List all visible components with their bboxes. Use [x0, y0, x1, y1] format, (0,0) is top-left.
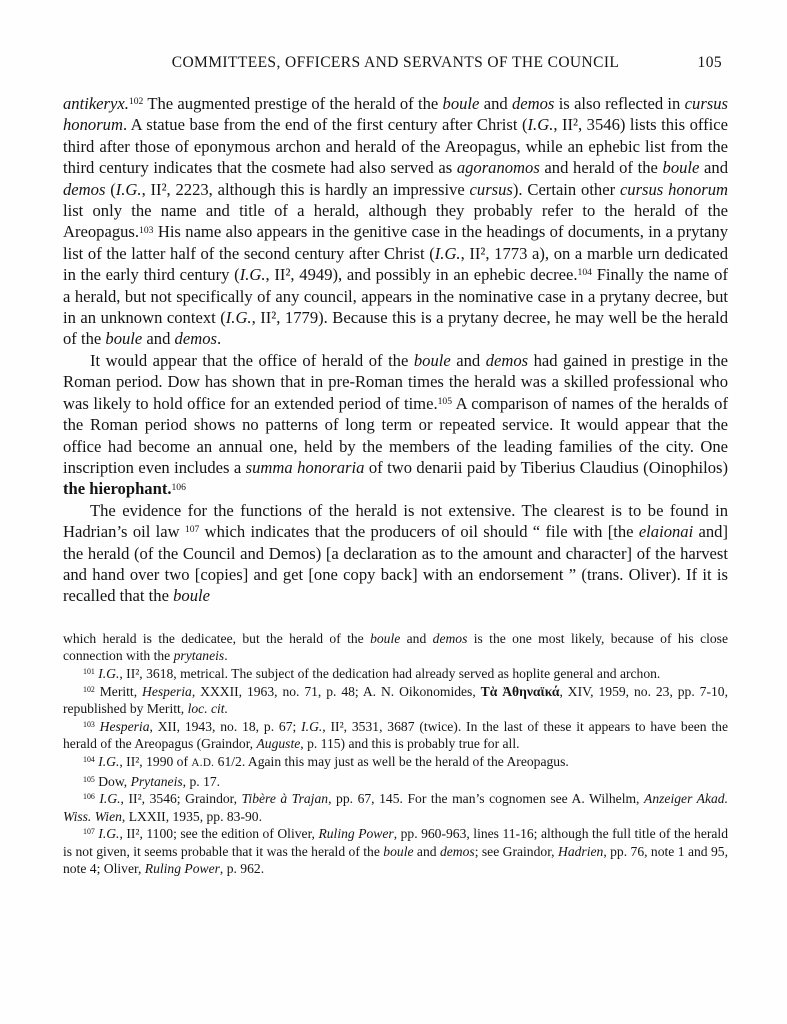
text-run: The evidence for the functions of the herald is not extensive. The clearest is to be found in Hadrian’s oil law — [63, 500, 728, 542]
text-run: Anzeiger Akad. Wiss. Wien — [63, 791, 729, 824]
footnote-ref: 105 — [437, 395, 453, 407]
text-run: Tibère à Trajan — [241, 791, 329, 807]
text-run: Ruling Power — [144, 861, 220, 877]
text-run: and herald of the — [539, 158, 663, 178]
text-run: I.G. — [301, 718, 323, 734]
text-run: demos — [511, 94, 555, 113]
text-run: demos — [63, 179, 106, 199]
text-run: A comparison of names of the heralds of the Roman period shows no patterns of long term or repeated service. It would appear that the office had become an annual one, held by the members of the leading families of the city. One inscription even includes a — [63, 393, 729, 477]
text-run: Auguste — [256, 736, 301, 752]
text-run: , pp. 76, note 1 and 95, note 4; Oliver, — [63, 843, 728, 877]
text-run: demos — [174, 329, 217, 349]
text-run: and — [413, 843, 440, 859]
text-run: agoranomos — [456, 158, 540, 178]
text-run: , p. 115) and this is probably true for all. — [300, 736, 520, 752]
text-run: of two denarii paid by Tiberius Claudius (Oinophilos) — [364, 457, 728, 477]
text-run: which herald is the dedicatee, but the herald of the — [63, 630, 371, 646]
footnote-ref: 103 — [83, 719, 95, 729]
text-run: prytaneis — [173, 648, 225, 664]
text-run: , pp. 960-963, lines 11-16; although the full title of the herald is not given, it seems probable that it was the herald of the — [63, 826, 729, 859]
text-run: boule — [370, 630, 401, 646]
footnote-ref: 104 — [83, 754, 95, 764]
text-run: . A statue base from the end of the first century after Christ ( — [122, 115, 528, 135]
text-run: and — [479, 94, 512, 113]
footnote-ref: 105 — [83, 774, 95, 784]
text-run: , pp. 67, 145. For the man’s cognomen see A. Wilhelm, — [328, 791, 645, 807]
text-run: which indicates that the producers of oil should “ file with [the — [199, 522, 639, 542]
footnote-ref: 101 — [83, 667, 95, 676]
text-run: I.G. — [98, 826, 120, 842]
text-run: had gained in prestige in the Roman period. Dow has shown that in pre-Roman times the herald was a skilled professional who was likely to hold office for an extended period of time. — [63, 350, 728, 413]
footnote-ref: 102 — [128, 96, 144, 108]
text-run: Prytaneis — [130, 773, 183, 789]
footnote-105 — [63, 773, 728, 791]
paragraph-continuation — [63, 93, 728, 350]
text-run: boule — [173, 586, 210, 606]
text-run: boule — [413, 350, 451, 370]
text-run: A.D. — [191, 756, 215, 769]
text-run: , II², 3546; Graindor, — [120, 791, 242, 807]
footnote-101 — [63, 665, 728, 683]
text-run: , II², 1100; see the edition of Oliver, — [119, 826, 319, 842]
footnote-106 — [63, 790, 728, 825]
footnote-ref: 104 — [577, 267, 592, 279]
text-run: cursus honorum — [619, 179, 729, 199]
text-run: I.G. — [434, 243, 461, 263]
text-run: , XII, 1943, no. 18, p. 67; — [149, 718, 302, 734]
text-run: cursus honorum — [63, 94, 728, 135]
text-run: , p. 17. — [182, 773, 221, 789]
page-number: 105 — [697, 54, 722, 71]
text-run: Τὰ Ἀθηναϊκά — [480, 683, 560, 699]
text-run: I.G. — [239, 265, 266, 285]
footnote-ref: 107 — [184, 524, 200, 536]
body-text — [63, 93, 728, 607]
text-run: , II², 3546) lists this office third after those of eponymous archon and herald of the Areopagus, while an ephebic list from the third century indicates that the cosmete had also served as — [63, 115, 729, 178]
text-run: , p. 962. — [219, 861, 265, 877]
text-run: ). Certain other — [512, 179, 620, 199]
text-run: ( — [105, 179, 116, 199]
text-run: , LXXII, 1935, pp. 83-90. — [121, 808, 262, 824]
footnote-ref: 107 — [83, 827, 95, 837]
text-run: boule — [442, 94, 480, 113]
text-run: . — [216, 329, 222, 349]
text-run: Ruling Power — [318, 826, 394, 842]
text-run: demos — [485, 350, 529, 370]
text-run: I.G. — [98, 665, 120, 681]
footnote-continuation — [63, 630, 728, 665]
text-run: demos — [439, 843, 475, 859]
text-run: Meritt, — [94, 683, 142, 699]
text-run: , II², 2223, although this is hardly an impressive — [141, 179, 470, 199]
footnote-107 — [63, 825, 728, 878]
page-header — [63, 54, 728, 72]
text-run: and — [699, 158, 728, 178]
text-run: antikeryx. — [63, 94, 129, 113]
text-run: His name also appears in the genitive case in the headings of documents, in a prytany list of the latter half of the second century after Christ ( — [63, 222, 728, 263]
text-run: Dow, — [94, 773, 131, 789]
footnotes-section — [63, 630, 728, 878]
text-run: 61/2. Again this may just as well be the herald of the Areopagus. — [214, 753, 569, 769]
text-run: and — [142, 329, 175, 349]
text-run: loc. cit. — [187, 701, 228, 717]
text-run: Hesperia — [142, 683, 192, 699]
text-run: I.G. — [98, 753, 120, 769]
running-head-title: COMMITTEES, OFFICERS AND SERVANTS OF THE COUNCIL — [171, 54, 620, 71]
text-run: demos — [432, 630, 468, 646]
text-run: list only the name and title of a herald, although they probably refer to the herald of the Areopagus. — [63, 201, 728, 242]
text-run: I.G. — [225, 308, 252, 328]
text-run: , II², 1773 a), on a marble urn dedicated in the early third century ( — [63, 243, 728, 285]
text-run: cursus — [469, 179, 513, 199]
text-run: and — [400, 630, 433, 646]
footnote-ref: 106 — [83, 792, 95, 802]
footnote-ref: 106 — [171, 481, 186, 493]
footnote-102 — [63, 683, 728, 718]
text-run: . — [224, 648, 228, 664]
text-run: , XXXII, 1963, no. 71, p. 48; A. N. Oikonomides, — [191, 683, 481, 699]
text-run: elaionai — [638, 522, 694, 542]
text-block — [63, 54, 728, 878]
paragraph-functions — [63, 500, 728, 607]
text-run: is the one most likely, because of his close connection with the — [63, 630, 728, 664]
text-run: , II², 3531, 3687 (twice). In the last of these it appears to have been the herald of the Areopagus (Graindor, — [63, 718, 729, 752]
footnote-ref: 102 — [83, 684, 95, 694]
text-run: is also reflected in — [554, 94, 685, 113]
text-run: the hierophant. — [63, 479, 172, 499]
text-run: Hadrien — [558, 843, 604, 859]
text-run: , II², 4949), and possibly in an ephebic decree. — [265, 265, 578, 285]
text-run: boule — [383, 843, 414, 859]
footnote-ref: 103 — [139, 224, 154, 236]
text-run: summa honoraria — [245, 457, 365, 477]
text-run: , II², 1779). Because this is a prytany decree, he may well be the herald of the — [63, 308, 728, 349]
text-run: The augmented prestige of the herald of the — [143, 94, 443, 113]
text-run: I.G. — [527, 115, 554, 135]
text-run: and] the herald (of the Council and Demos) [a declaration as to the amount and character] of the harvest and hand over two [copies] and get [one copy back] with an endorsement ” (trans. Oliver). If it is recalled that the — [63, 522, 728, 606]
text-run: Finally the name of a herald, but not specifically of any council, appears in the nominative case in a prytany decree, but in an unknown context ( — [63, 265, 728, 328]
text-run: I.G. — [115, 179, 142, 199]
text-run: I.G. — [99, 791, 121, 807]
footnote-104 — [63, 753, 728, 773]
text-run: Hesperia — [99, 718, 150, 734]
text-run: , II², 1990 of — [119, 753, 192, 769]
text-run: , XIV, 1959, no. 23, pp. 7-10, republished by Meritt, — [63, 683, 728, 717]
text-run: It would appear that the office of herald of the — [90, 350, 414, 370]
text-run: boule — [105, 329, 143, 349]
text-run: , II², 3618, metrical. The subject of the dedication had already served as hoplite general and archon. — [119, 665, 661, 681]
text-run: boule — [662, 158, 700, 178]
paragraph-prestige — [63, 350, 728, 500]
text-run: ; see Graindor, — [474, 843, 558, 859]
footnote-103 — [63, 718, 728, 753]
text-run: and — [450, 350, 486, 370]
